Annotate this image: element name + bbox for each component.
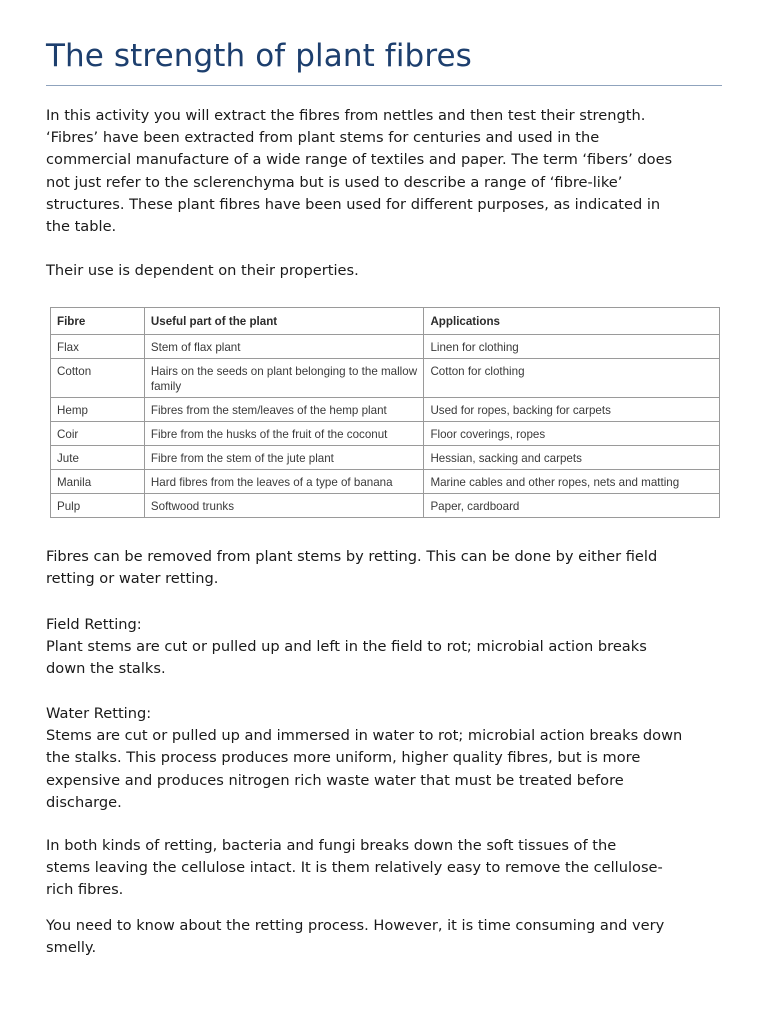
retting-line: retting or water retting.: [46, 570, 219, 588]
both-retting-paragraph: [46, 835, 726, 902]
retting-paragraph: [46, 546, 726, 590]
both-retting-line: In both kinds of retting, bacteria and fungi breaks down the soft tissues of the: [46, 837, 617, 854]
table-cell: Used for ropes, backing for carpets: [424, 398, 720, 422]
table-row: [51, 359, 720, 398]
field-retting-heading: Field Retting:: [46, 616, 142, 633]
header-fibre: Fibre: [51, 308, 145, 335]
intro-line: the table.: [46, 218, 117, 236]
table-cell: Jute: [51, 446, 145, 470]
intro-line: structures. These plant fibres have been used for different purposes, as indicated in: [46, 195, 661, 213]
both-retting-line: stems leaving the cellulose intact. It is them relatively easy to remove the cellulose-: [46, 859, 663, 877]
field-retting-line: down the stalks.: [46, 660, 166, 678]
table-cell: Softwood trunks: [144, 494, 424, 518]
header-useful-part: Useful part of the plant: [144, 308, 424, 335]
use-line: Their use is dependent on their properties.: [46, 262, 359, 279]
intro-line: commercial manufacture of a wide range of textiles and paper. The term ‘fibers’ does: [46, 151, 673, 169]
intro-line: In this activity you will extract the fibres from nettles and then test their strength.: [46, 107, 646, 124]
field-retting-line: Plant stems are cut or pulled up and left in the field to rot; microbial action breaks: [46, 638, 647, 656]
water-retting-line: expensive and produces nitrogen rich waste water that must be treated before: [46, 771, 624, 789]
intro-paragraph: [46, 105, 726, 238]
table-cell: Hemp: [51, 398, 145, 422]
table-cell: Fibre from the stem of the jute plant: [144, 446, 424, 470]
water-retting-heading: Water Retting:: [46, 705, 152, 722]
table-cell: Cotton: [51, 359, 145, 398]
final-line: smelly.: [46, 939, 97, 957]
intro-line: ‘Fibres’ have been extracted from plant stems for centuries and used in the: [46, 129, 600, 147]
table-cell: Hard fibres from the leaves of a type of banana: [144, 470, 424, 494]
table-cell: Pulp: [51, 494, 145, 518]
table-header-row: [51, 308, 720, 335]
table-row: [51, 422, 720, 446]
page-title: The strength of plant fibres: [46, 38, 472, 74]
field-retting-section: [46, 614, 726, 681]
table-cell: Coir: [51, 422, 145, 446]
use-paragraph: [46, 260, 726, 282]
table-cell: Stem of flax plant: [144, 335, 424, 359]
both-retting-line: rich fibres.: [46, 881, 124, 899]
fibre-table: [50, 307, 720, 518]
water-retting-line: Stems are cut or pulled up and immersed in water to rot; microbial action breaks down: [46, 727, 683, 745]
table-cell: Linen for clothing: [424, 335, 720, 359]
table-cell: Marine cables and other ropes, nets and matting: [424, 470, 720, 494]
table-cell: Manila: [51, 470, 145, 494]
table-row: [51, 446, 720, 470]
table-cell: Fibres from the stem/leaves of the hemp plant: [144, 398, 424, 422]
table-cell: Hairs on the seeds on plant belonging to the mallow family: [144, 359, 424, 398]
intro-line: not just refer to the sclerenchyma but is used to describe a range of ‘fibre-like’: [46, 173, 623, 191]
final-paragraph: [46, 915, 726, 959]
title-underline: [46, 85, 722, 86]
final-line: You need to know about the retting process. However, it is time consuming and very: [46, 917, 665, 934]
water-retting-line: the stalks. This process produces more uniform, higher quality fibres, but is more: [46, 749, 641, 767]
table-cell: Cotton for clothing: [424, 359, 720, 398]
water-retting-section: [46, 703, 726, 814]
table-row: [51, 335, 720, 359]
retting-line: Fibres can be removed from plant stems by retting. This can be done by either field: [46, 548, 658, 565]
table-cell: Fibre from the husks of the fruit of the coconut: [144, 422, 424, 446]
table-cell: Paper, cardboard: [424, 494, 720, 518]
table-cell: Hessian, sacking and carpets: [424, 446, 720, 470]
water-retting-line: discharge.: [46, 793, 122, 811]
table-cell: Floor coverings, ropes: [424, 422, 720, 446]
table-row: [51, 494, 720, 518]
header-applications: Applications: [424, 308, 720, 335]
table-row: [51, 470, 720, 494]
fibre-table-container: [50, 307, 720, 518]
table-cell: Flax: [51, 335, 145, 359]
table-row: [51, 398, 720, 422]
